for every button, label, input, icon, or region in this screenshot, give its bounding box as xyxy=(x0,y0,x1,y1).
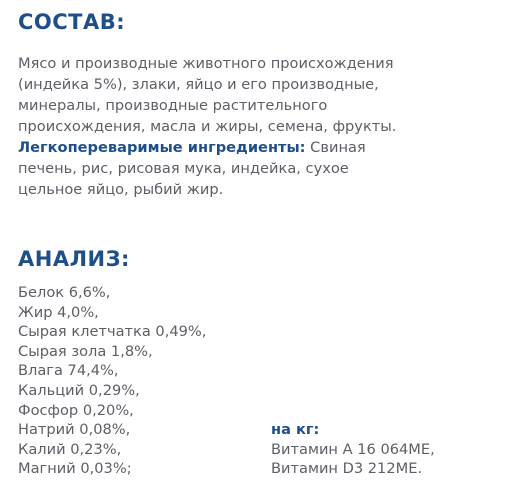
analysis-item: Натрий 0,08%, xyxy=(18,421,131,439)
analysis-item: Калий 0,23%, xyxy=(18,440,122,458)
analysis-item: Сырая клетчатка 0,49%, xyxy=(18,323,207,341)
analysis-item: Белок 6,6%, xyxy=(18,284,111,301)
analysis-item: Сырая зола 1,8%, xyxy=(18,342,153,360)
analysis-item: Жир 4,0%, xyxy=(18,303,99,321)
digestible-ingredients-line: печень, рис, рисовая мука, индейка, сухое xyxy=(18,160,349,177)
composition-line: происхождения, масла и жиры, семена, фрукты. xyxy=(18,118,397,135)
digestible-ingredients-line: цельное яйцо, рыбий жир. xyxy=(18,181,224,198)
per-kg-block xyxy=(271,420,435,479)
composition-heading: СОСТАВ: xyxy=(18,10,126,34)
vitamin-item: Витамин А 16 064МЕ, xyxy=(271,440,435,458)
digestible-ingredients-text: Свиная xyxy=(305,139,366,156)
digestible-ingredients-line xyxy=(18,137,508,158)
analysis-item: Влага 74,4%, xyxy=(18,362,119,380)
composition-line: минералы, производные растительного xyxy=(18,97,328,114)
analysis-item: Магний 0,03%; xyxy=(18,460,132,478)
composition-line: Мясо и производные животного происхождения xyxy=(18,55,394,72)
digestible-ingredients-label: Легкопереваримые ингредиенты: xyxy=(18,139,306,156)
composition-line: (индейка 5%), злаки, яйцо и его производные, xyxy=(18,76,379,93)
per-kg-label: на кг: xyxy=(271,421,320,438)
analysis-heading: АНАЛИЗ: xyxy=(18,247,130,271)
analysis-item: Кальций 0,29%, xyxy=(18,381,140,399)
analysis-item: Фосфор 0,20%, xyxy=(18,401,134,419)
analysis-list xyxy=(18,283,206,479)
composition-text xyxy=(18,53,508,200)
vitamin-item: Витамин D3 212МЕ. xyxy=(271,460,423,478)
